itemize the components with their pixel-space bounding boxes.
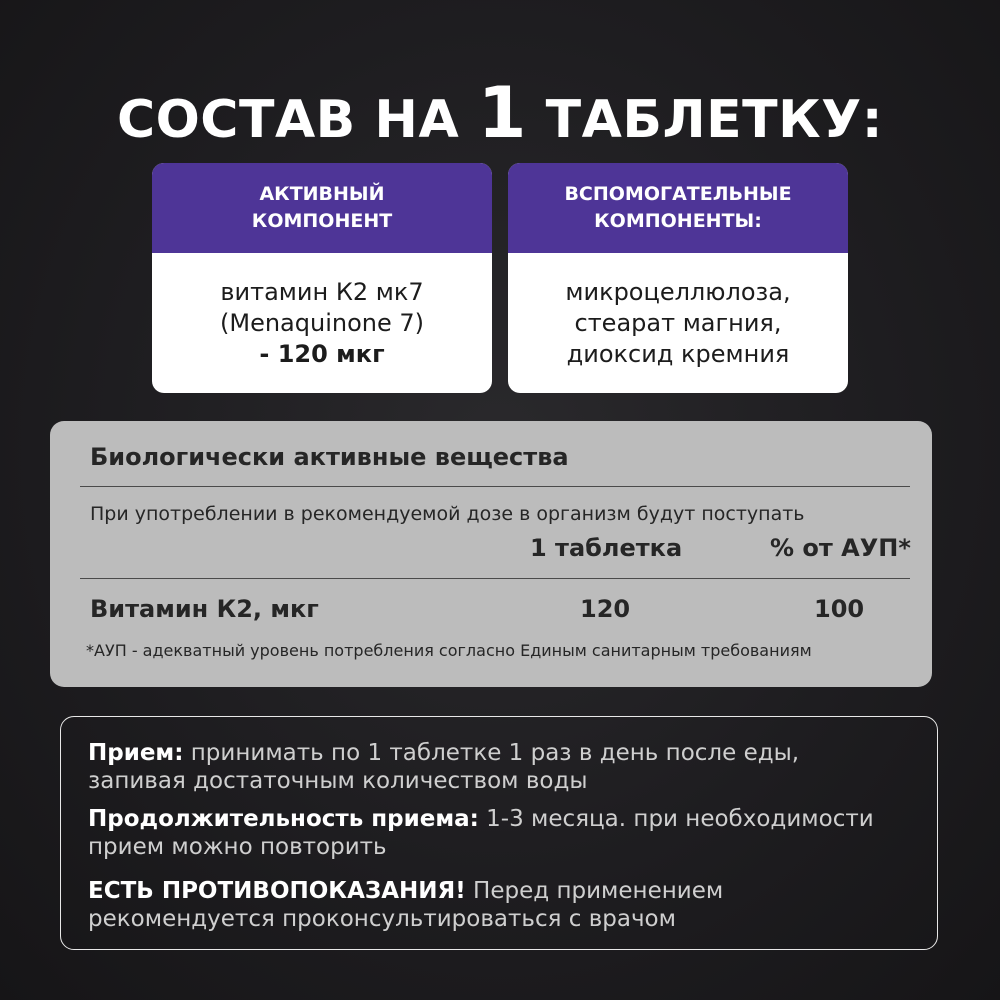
auxiliary-components-card bbox=[508, 163, 848, 393]
column-header-percent: % от АУП* bbox=[770, 534, 911, 562]
bioactive-substances-table bbox=[50, 421, 932, 687]
active-header-line2: КОМПОНЕНТ bbox=[251, 210, 393, 232]
table-divider-middle bbox=[80, 578, 910, 579]
contraindications-paragraph bbox=[88, 877, 723, 933]
active-body-line3: - 120 мкг bbox=[259, 339, 385, 368]
auxiliary-header-line2: КОМПОНЕНТЫ: bbox=[594, 210, 762, 232]
contraindications-text-line2: рекомендуется проконсультироваться с врачом bbox=[88, 906, 676, 932]
auxiliary-components-body bbox=[508, 253, 848, 393]
table-title: Биологически активные вещества bbox=[90, 443, 569, 471]
auxiliary-header-line1: ВСПОМОГАТЕЛЬНЫЕ bbox=[564, 183, 792, 205]
contraindications-label: ЕСТЬ ПРОТИВОПОКАЗАНИЯ! bbox=[88, 878, 466, 904]
table-row-name: Витамин К2, мкг bbox=[90, 595, 319, 623]
active-component-card bbox=[152, 163, 492, 393]
active-component-header bbox=[152, 163, 492, 253]
duration-paragraph bbox=[88, 805, 874, 861]
title-number: 1 bbox=[477, 72, 528, 154]
active-body-line1: витамин К2 мк7 bbox=[220, 277, 424, 306]
duration-text-line1: 1-3 месяца. при необходимости bbox=[478, 806, 874, 832]
auxiliary-body-line2: стеарат магния, bbox=[574, 308, 782, 337]
auxiliary-body-line1: микроцеллюлоза, bbox=[565, 277, 791, 306]
usage-instructions-box bbox=[60, 716, 938, 950]
table-row-percent: 100 bbox=[814, 595, 865, 623]
title-suffix: ТАБЛЕТКУ: bbox=[527, 90, 884, 150]
intake-paragraph bbox=[88, 739, 799, 795]
intake-text-line1: принимать по 1 таблетке 1 раз в день после еды, bbox=[183, 740, 800, 766]
table-footnote: *АУП - адекватный уровень потребления согласно Единым санитарным требованиям bbox=[86, 641, 812, 660]
duration-label: Продолжительность приема: bbox=[88, 806, 479, 832]
active-header-line1: АКТИВНЫЙ bbox=[259, 183, 385, 205]
contraindications-text-line1: Перед применением bbox=[465, 878, 724, 904]
title-prefix: СОСТАВ НА bbox=[116, 90, 478, 150]
table-row-per-tablet: 120 bbox=[580, 595, 631, 623]
intake-label: Прием: bbox=[88, 740, 184, 766]
table-divider-top bbox=[80, 486, 910, 487]
auxiliary-components-header bbox=[508, 163, 848, 253]
column-header-per-tablet: 1 таблетка bbox=[530, 534, 683, 562]
auxiliary-body-line3: диоксид кремния bbox=[566, 339, 790, 368]
duration-text-line2: прием можно повторить bbox=[88, 834, 387, 860]
page-title bbox=[0, 72, 1000, 154]
intake-text-line2: запивая достаточным количеством воды bbox=[88, 768, 588, 794]
active-body-line2: (Menaquinone 7) bbox=[220, 308, 424, 337]
table-description: При употреблении в рекомендуемой дозе в организм будут поступать bbox=[90, 503, 805, 525]
active-component-body bbox=[152, 253, 492, 393]
